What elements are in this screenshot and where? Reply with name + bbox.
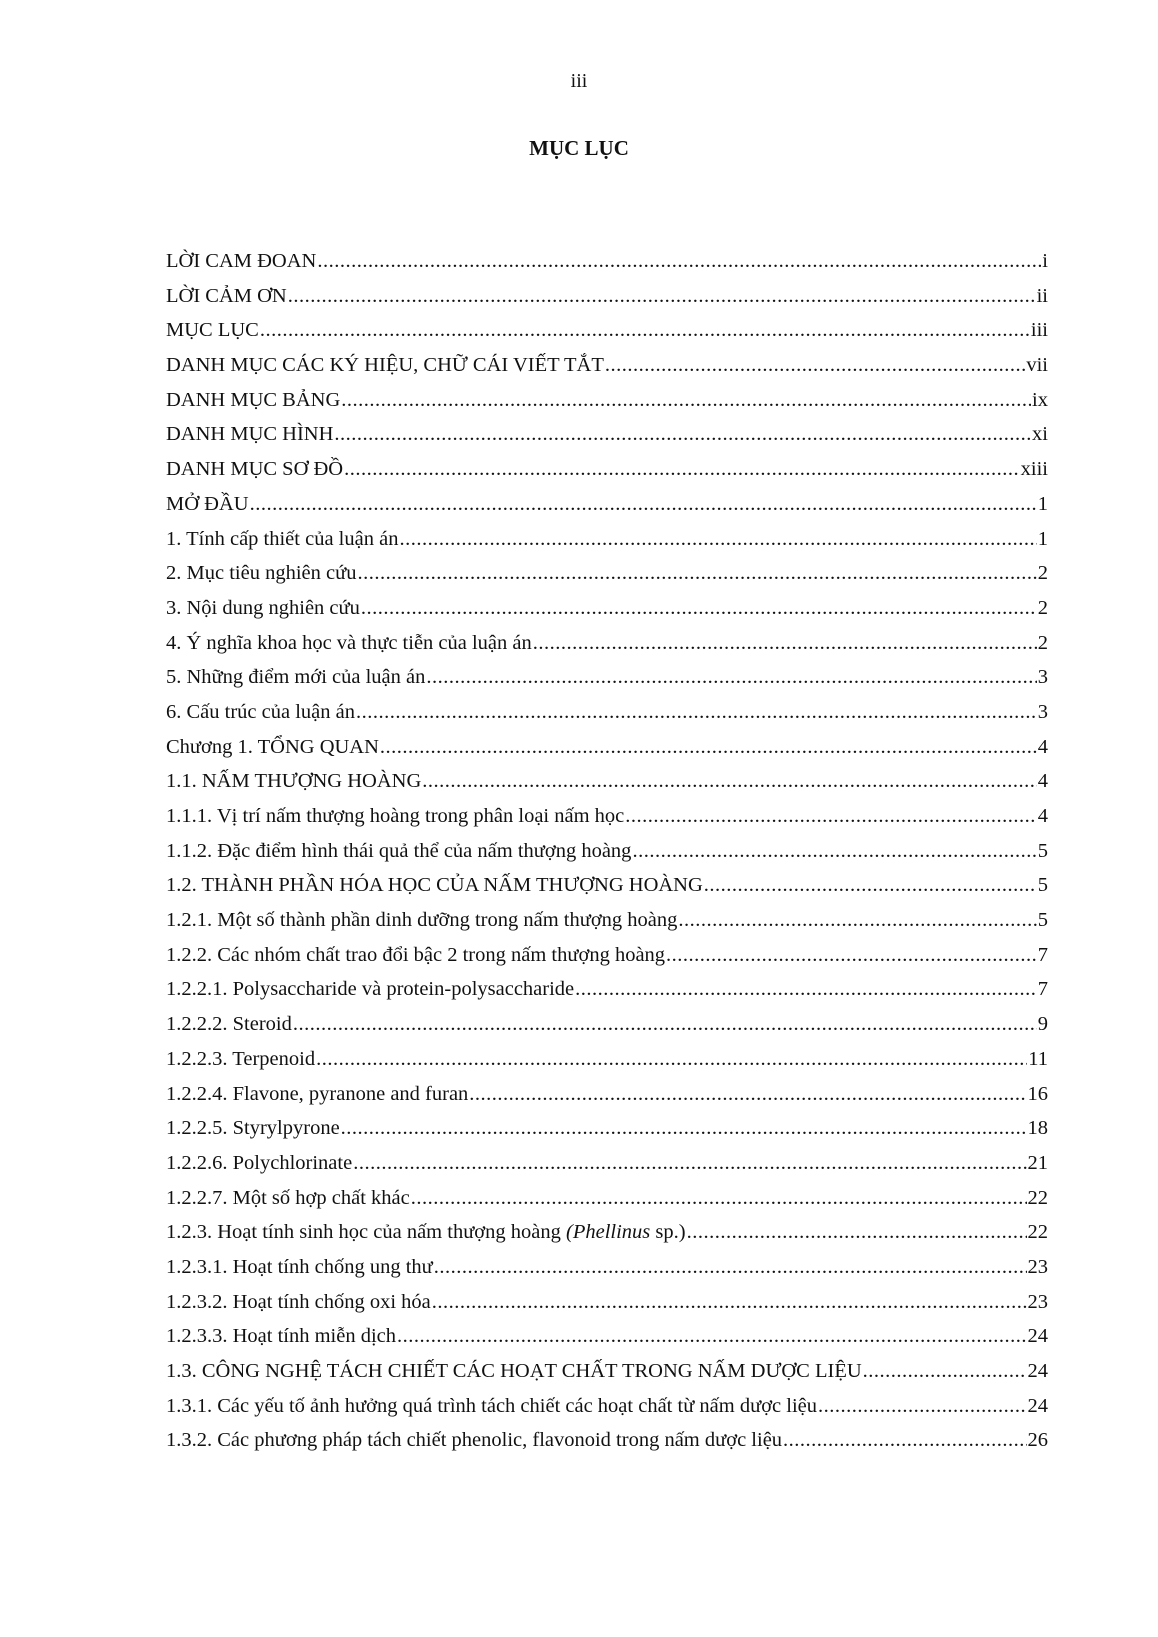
toc-entry-label: 1.1. NẤM THƯỢNG HOÀNG — [166, 770, 422, 793]
toc-dot-leader — [356, 701, 1037, 724]
toc-entry[interactable] — [166, 632, 1048, 667]
toc-entry-label: LỜI CẢM ƠN — [166, 284, 287, 307]
toc-entry[interactable] — [166, 805, 1048, 840]
toc-page-number: 24 — [1027, 1360, 1048, 1382]
toc-entry[interactable] — [166, 493, 1048, 528]
toc-entry[interactable] — [166, 1291, 1048, 1326]
toc-entry[interactable] — [166, 354, 1048, 389]
toc-dot-leader — [288, 285, 1036, 308]
toc-dot-leader — [361, 597, 1037, 620]
toc-entry-label: LỜI CAM ĐOAN — [166, 250, 317, 272]
toc-entry-label: 1.3.2. Các phương pháp tách chiết phenolic, flavonoid trong nấm dược liệu — [166, 1429, 783, 1452]
toc-dot-leader — [783, 1429, 1026, 1452]
toc-entry-label: 1.2.2.1. Polysaccharide và protein-polysaccharide — [166, 978, 575, 1001]
toc-dot-leader — [432, 1291, 1027, 1314]
toc-entry[interactable] — [166, 1325, 1048, 1360]
toc-page-number: iii — [1030, 319, 1048, 342]
toc-entry[interactable] — [166, 978, 1048, 1013]
toc-page-number: 4 — [1037, 770, 1048, 793]
toc-dot-leader — [434, 1256, 1027, 1279]
toc-page-number: 18 — [1027, 1117, 1048, 1140]
toc-page-number: 7 — [1037, 978, 1048, 1001]
toc-dot-leader — [399, 528, 1036, 551]
toc-entry-label: 1.3. CÔNG NGHỆ TÁCH CHIẾT CÁC HOẠT CHẤT TRONG NẤM DƯỢC LIỆU — [166, 1360, 862, 1382]
toc-entry[interactable] — [166, 423, 1048, 458]
toc-page-number: ii — [1036, 284, 1048, 307]
toc-entry-label: 4. Ý nghĩa khoa học và thực tiễn của luận án — [166, 631, 532, 654]
toc-dot-leader — [575, 978, 1037, 1001]
toc-entry-label: 1.2.3.2. Hoạt tính chống oxi hóa — [166, 1290, 431, 1313]
toc-page-number: 4 — [1037, 735, 1048, 758]
toc-entry-label: 1.2. THÀNH PHẦN HÓA HỌC CỦA NẤM THƯỢNG HOÀNG — [166, 874, 703, 897]
toc-entry-label: 1.2.2.6. Polychlorinate — [166, 1151, 353, 1174]
toc-entry[interactable] — [166, 1429, 1048, 1464]
toc-dot-leader — [411, 1187, 1027, 1210]
toc-page-number: xiii — [1020, 458, 1048, 481]
toc-dot-leader — [687, 1221, 1027, 1244]
toc-entry-label: 5. Những điểm mới của luận án — [166, 666, 426, 689]
toc-entry-label: 1.2.3.3. Hoạt tính miễn dịch — [166, 1325, 397, 1348]
toc-page-number: 21 — [1027, 1151, 1048, 1174]
toc-entry[interactable] — [166, 666, 1048, 701]
toc-dot-leader — [344, 458, 1020, 481]
toc-page-number: i — [1042, 250, 1048, 272]
toc-page-number: xi — [1032, 423, 1048, 446]
toc-dot-leader — [469, 1083, 1026, 1106]
toc-dot-leader — [422, 770, 1036, 793]
toc-page-number: 16 — [1027, 1082, 1048, 1105]
toc-entry[interactable] — [166, 285, 1048, 320]
toc-page-number: 3 — [1037, 666, 1048, 689]
toc-page-number: 1 — [1037, 492, 1048, 515]
toc-entry-label: 1.3.1. Các yếu tố ảnh hưởng quá trình tách chiết các hoạt chất từ nấm dược liệu — [166, 1394, 818, 1417]
toc-dot-leader — [293, 1013, 1037, 1036]
toc-entry-label: 1.2.2.5. Styrylpyrone — [166, 1117, 340, 1140]
toc-entry-label: 1.2.3. Hoạt tính sinh học của nấm thượng hoàng (Phellinus sp.) — [166, 1221, 686, 1244]
toc-entry-label: 6. Cấu trúc của luận án — [166, 700, 355, 723]
toc-dot-leader — [863, 1360, 1027, 1383]
toc-entry[interactable] — [166, 319, 1048, 354]
toc-entry-label: 1. Tính cấp thiết của luận án — [166, 527, 399, 550]
toc-entry-label: 1.1.2. Đặc điểm hình thái quả thể của nấm thượng hoàng — [166, 839, 632, 862]
toc-entry-label: DANH MỤC CÁC KÝ HIỆU, CHỮ CÁI VIẾT TẮT — [166, 354, 604, 377]
toc-dot-leader — [678, 909, 1036, 932]
toc-entry[interactable] — [166, 909, 1048, 944]
toc-page-number: 2 — [1037, 562, 1048, 585]
toc-entry-label: 1.1.1. Vị trí nấm thượng hoàng trong phân loại nấm học — [166, 805, 625, 827]
toc-entry[interactable] — [166, 840, 1048, 875]
toc-entry[interactable] — [166, 1360, 1048, 1395]
toc-page-number: 22 — [1027, 1221, 1048, 1244]
toc-entry-label: 1.2.2. Các nhóm chất trao đổi bậc 2 trong nấm thượng hoàng — [166, 943, 666, 966]
toc-entry-label: 1.2.2.7. Một số hợp chất khác — [166, 1186, 410, 1209]
toc-dot-leader — [818, 1395, 1026, 1418]
toc-entry[interactable] — [166, 1187, 1048, 1222]
toc-page-number: 5 — [1037, 909, 1048, 932]
toc-page-number: 9 — [1037, 1013, 1048, 1036]
toc-entry[interactable] — [166, 250, 1048, 285]
toc-dot-leader — [250, 493, 1037, 516]
toc-dot-leader — [704, 874, 1037, 897]
toc-entry-label: 1.2.1. Một số thành phần dinh dưỡng trong nấm thượng hoàng — [166, 909, 678, 932]
toc-dot-leader — [357, 562, 1036, 585]
toc-entry-label: 1.2.2.2. Steroid — [166, 1013, 292, 1036]
toc-dot-leader — [632, 840, 1036, 863]
toc-page-number: ix — [1032, 388, 1048, 411]
toc-page-number: 5 — [1037, 874, 1048, 897]
toc-dot-leader — [316, 1048, 1027, 1071]
toc-dot-leader — [397, 1325, 1026, 1348]
toc-dot-leader — [426, 666, 1036, 689]
toc-entry[interactable] — [166, 1256, 1048, 1291]
toc-dot-leader — [380, 736, 1037, 759]
toc-entry[interactable] — [166, 1395, 1048, 1430]
toc-page-number: 22 — [1027, 1186, 1048, 1209]
toc-entry-label: DANH MỤC SƠ ĐỒ — [166, 458, 344, 481]
toc-entry[interactable] — [166, 597, 1048, 632]
toc-dot-leader — [334, 423, 1031, 446]
toc-entry-label: MỤC LỤC — [166, 319, 259, 342]
toc-page-number: 3 — [1037, 700, 1048, 723]
toc-entry-label: 1.2.3.1. Hoạt tính chống ung thư — [166, 1255, 433, 1278]
toc-entry-label: 3. Nội dung nghiên cứu — [166, 596, 360, 619]
toc-page-number: 4 — [1037, 805, 1048, 827]
toc-entry[interactable] — [166, 701, 1048, 736]
toc-entry[interactable] — [166, 736, 1048, 771]
toc-entry-label: 1.2.2.3. Terpenoid — [166, 1047, 316, 1070]
toc-dot-leader — [533, 632, 1037, 655]
toc-entry[interactable] — [166, 1013, 1048, 1048]
toc-entry[interactable] — [166, 458, 1048, 493]
toc-entry[interactable] — [166, 1221, 1048, 1256]
toc-page-number: 24 — [1027, 1394, 1048, 1417]
toc-entry[interactable] — [166, 1117, 1048, 1152]
toc-entry[interactable] — [166, 1152, 1048, 1187]
toc-entry[interactable] — [166, 770, 1048, 805]
toc-entry-label: DANH MỤC BẢNG — [166, 388, 341, 411]
toc-page-number: 2 — [1037, 596, 1048, 619]
toc-entry-label: 1.2.2.4. Flavone, pyranone and furan — [166, 1082, 469, 1105]
toc-entry[interactable] — [166, 528, 1048, 563]
toc-page-number: 11 — [1028, 1047, 1048, 1070]
toc-dot-leader — [341, 389, 1031, 412]
toc-page-number: 5 — [1037, 839, 1048, 862]
toc-page-number: 23 — [1027, 1255, 1048, 1278]
toc-page-number: 23 — [1027, 1290, 1048, 1313]
toc-dot-leader — [341, 1117, 1027, 1140]
toc-dot-leader — [605, 354, 1025, 377]
toc-entry-label: MỞ ĐẦU — [166, 492, 249, 515]
toc-entry-label: DANH MỤC HÌNH — [166, 423, 334, 446]
toc-entry[interactable] — [166, 874, 1048, 909]
toc-page-number: 26 — [1027, 1429, 1048, 1452]
toc-page-number: 24 — [1027, 1325, 1048, 1348]
toc-entry[interactable] — [166, 1083, 1048, 1118]
toc-entry-label: Chương 1. TỔNG QUAN — [166, 735, 379, 758]
toc-page-number: 2 — [1037, 631, 1048, 654]
page-title: MỤC LỤC — [529, 136, 629, 160]
toc-dot-leader — [260, 319, 1030, 342]
toc-entry[interactable] — [166, 562, 1048, 597]
toc-entry-label: 2. Mục tiêu nghiên cứu — [166, 562, 357, 585]
toc-entry[interactable] — [166, 389, 1048, 424]
table-of-contents — [166, 250, 1048, 1464]
toc-entry[interactable] — [166, 1048, 1048, 1083]
toc-dot-leader — [625, 805, 1036, 828]
toc-page-number: vii — [1026, 354, 1048, 377]
toc-dot-leader — [666, 944, 1037, 967]
toc-dot-leader — [353, 1152, 1026, 1175]
toc-dot-leader — [317, 250, 1041, 273]
page-number: iii — [570, 70, 588, 92]
toc-entry[interactable] — [166, 944, 1048, 979]
toc-page-number: 7 — [1037, 943, 1048, 966]
toc-page-number: 1 — [1037, 527, 1048, 550]
